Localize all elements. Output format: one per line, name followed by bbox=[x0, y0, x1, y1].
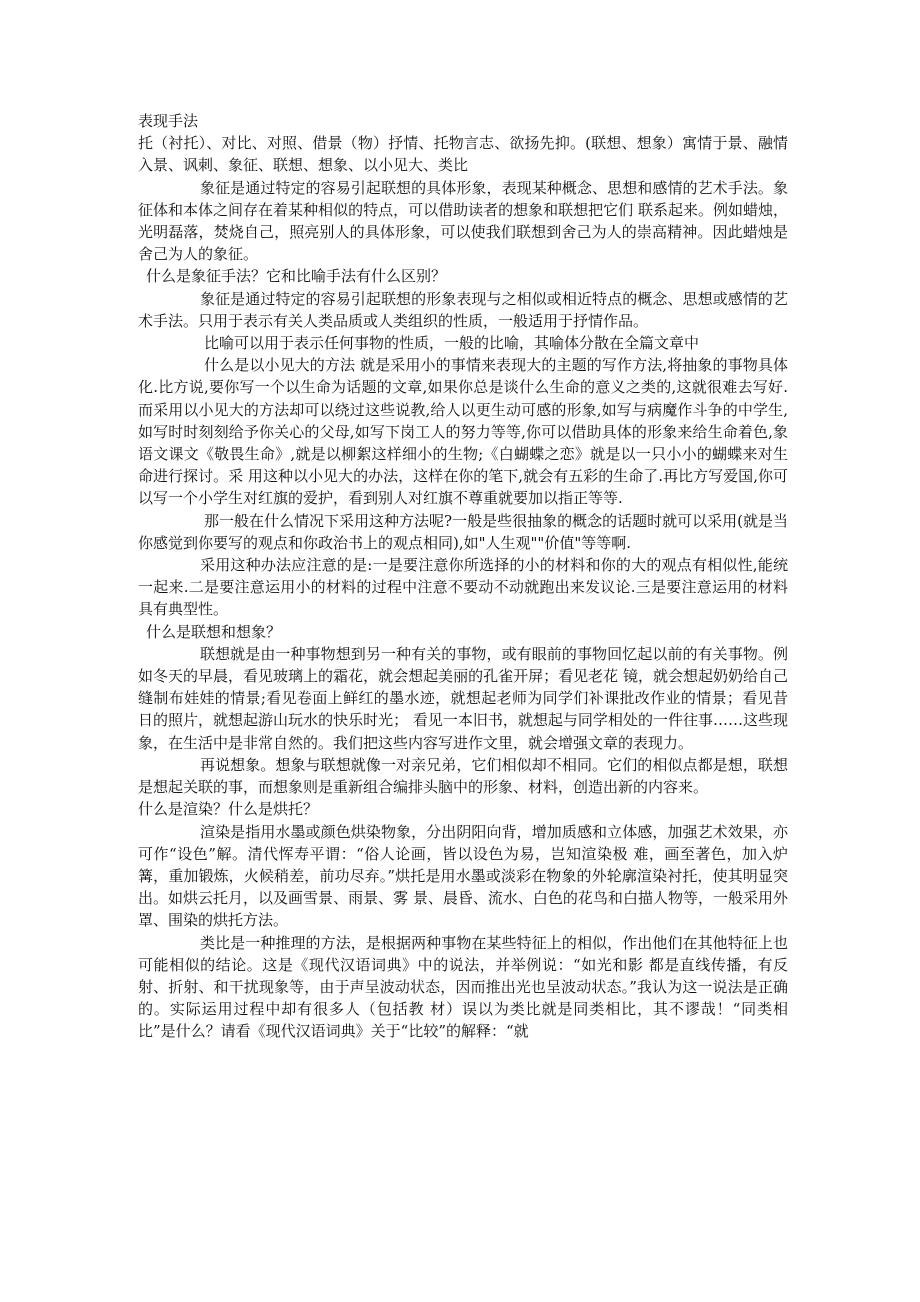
paragraph-when-to-use: 那一般在什么情况下采用这种方法呢?一般是些很抽象的概念的话题时就可以采用(就是当你感觉到你要写的观点和你政治书上的观点相同),如"人生观""价值"等等啊. bbox=[138, 511, 788, 552]
document-body bbox=[138, 110, 788, 1043]
question-symbol: 什么是象征手法？它和比喻手法有什么区别？ bbox=[146, 267, 447, 286]
document-title: 表现手法 bbox=[138, 112, 199, 130]
paragraph-render: 渲染是指用水墨或颜色烘染物象，分出阴阳向背，增加质感和立体感，加强艺术效果，亦可作“设色”解。清代恽寿平谓：“俗人论画，皆以设色为易，岂知渲染极 难，画至著色，加入炉篝，重加锻炼，火候稍差，前功尽弃。”烘托是用水墨或淡彩在物象的外轮廓渲染衬托，使其明显突出。如烘云托月，以及画雪景、雨景、雾 景、晨昏、流水、白色的花鸟和白描人物等，一般采用外罩、围染的烘托方法。 bbox=[138, 822, 788, 930]
paragraph-symbol-intro: 象征是通过特定的容易引起联想的具体形象，表现某种概念、思想和感情的艺术手法。象征体和本体之间存在着某种相似的特点，可以借助读者的想象和联想把它们 联系起来。例如蜡烛，光明磊落，焚烧自己，照亮别人的具体形象，可以使我们联想到舍己为人的崇高精神。因此蜡烛是舍己为人的象征。 bbox=[138, 178, 788, 264]
paragraph-imagination: 再说想象。想象与联想就像一对亲兄弟，它们相似却不相同。它们的相似点都是想，联想是想起关联的事，而想象则是重新组合编排头脑中的形象、材料，创造出新的内容来。 bbox=[138, 755, 788, 797]
paragraph-analogy: 类比是一种推理的方法，是根据两种事物在某些特征上的相似，作出他们在其他特征上也可能相似的结论。这是《现代汉语词典》中的说法，并举例说：“如光和影 都是直线传播，有反射、折射、和干扰现象等，由于声呈波动状态，因而推出光也呈波动状态。”我认为这一说法是正确的。实际运用过程中却有很多人（包括教 材）误以为类比就是同类相比，其不谬哉！“同类相比”是什么？请看《现代汉语词典》关于“比较”的解释：“就 bbox=[138, 933, 788, 1041]
paragraph-association: 联想就是由一种事物想到另一种有关的事物，或有眼前的事物回忆起以前的有关事物。例如冬天的早晨，看见玻璃上的霜花，就会想起美丽的孔雀开屏；看见老花 镜，就会想起奶奶给自己缝制布娃娃的情景;看见卷面上鲜红的墨水迹，就想起老师为同学们补课批改作业的情景；看见昔日的照片，就想起游山玩水的快乐时光； 看见一本旧书，就想起与同学相处的一件往事……这些现象，在生活中是非常自然的。我们把这些内容写进作文里，就会增强文章的表现力。 bbox=[138, 644, 788, 752]
paragraph-symbol-definition: 象征是通过特定的容易引起联想的形象表现与之相似或相近特点的概念、思想或感情的艺术手法。只用于表示有关人类品质或人类组织的性质，一般适用于抒情作品。 bbox=[138, 289, 788, 330]
paragraph-attention: 采用这种办法应注意的是:一是要注意你所选择的小的材料和你的大的观点有相似性,能统一起来.二是要注意运用小的材料的过程中注意不要动不动就跑出来发议论.三是要注意运用的材料具有典型性。 bbox=[138, 556, 788, 619]
paragraph-small-to-big: 什么是以小见大的方法 就是采用小的事情来表现大的主题的写作方法,将抽象的事物具体化.比方说,要你写一个以生命为话题的文章,如果你总是谈什么生命的意义之类的,这就很难去写好.而采用以小见大的方法却可以绕过这些说教,给人以更生动可感的形象,如写与病魔作斗争的中学生,如写时时刻刻给予你关心的父母,如写下岗工人的努力等等,你可以借助具体的形象来给生命着色,象语文课文《敬畏生命》,就是以柳絮这样细小的生物;《白蝴蝶之恋》就是以一只小小的蝴蝶来对生命进行探讨。采 用这种以小见大的办法，这样在你的笔下,就会有五彩的生命了.再比方写爱国,你可以写一个小学生对红旗的爱护，看到别人对红旗不尊重就要加以指正等等. bbox=[138, 356, 788, 508]
paragraph-metaphor: 比喻可以用于表示任何事物的性质，一般的比喻，其喻体分散在全篇文章中 bbox=[204, 334, 700, 353]
techniques-list: 托（衬托）、对比、对照、借景（物）抒情、托物言志、欲扬先抑。(联想、想象）寓情于景、融情入景、讽刺、象征、联想、想象、以小见大、类比 bbox=[138, 134, 788, 175]
question-association: 什么是联想和想象？ bbox=[146, 622, 282, 641]
question-render: 什么是渲染？什么是烘托？ bbox=[138, 800, 319, 819]
